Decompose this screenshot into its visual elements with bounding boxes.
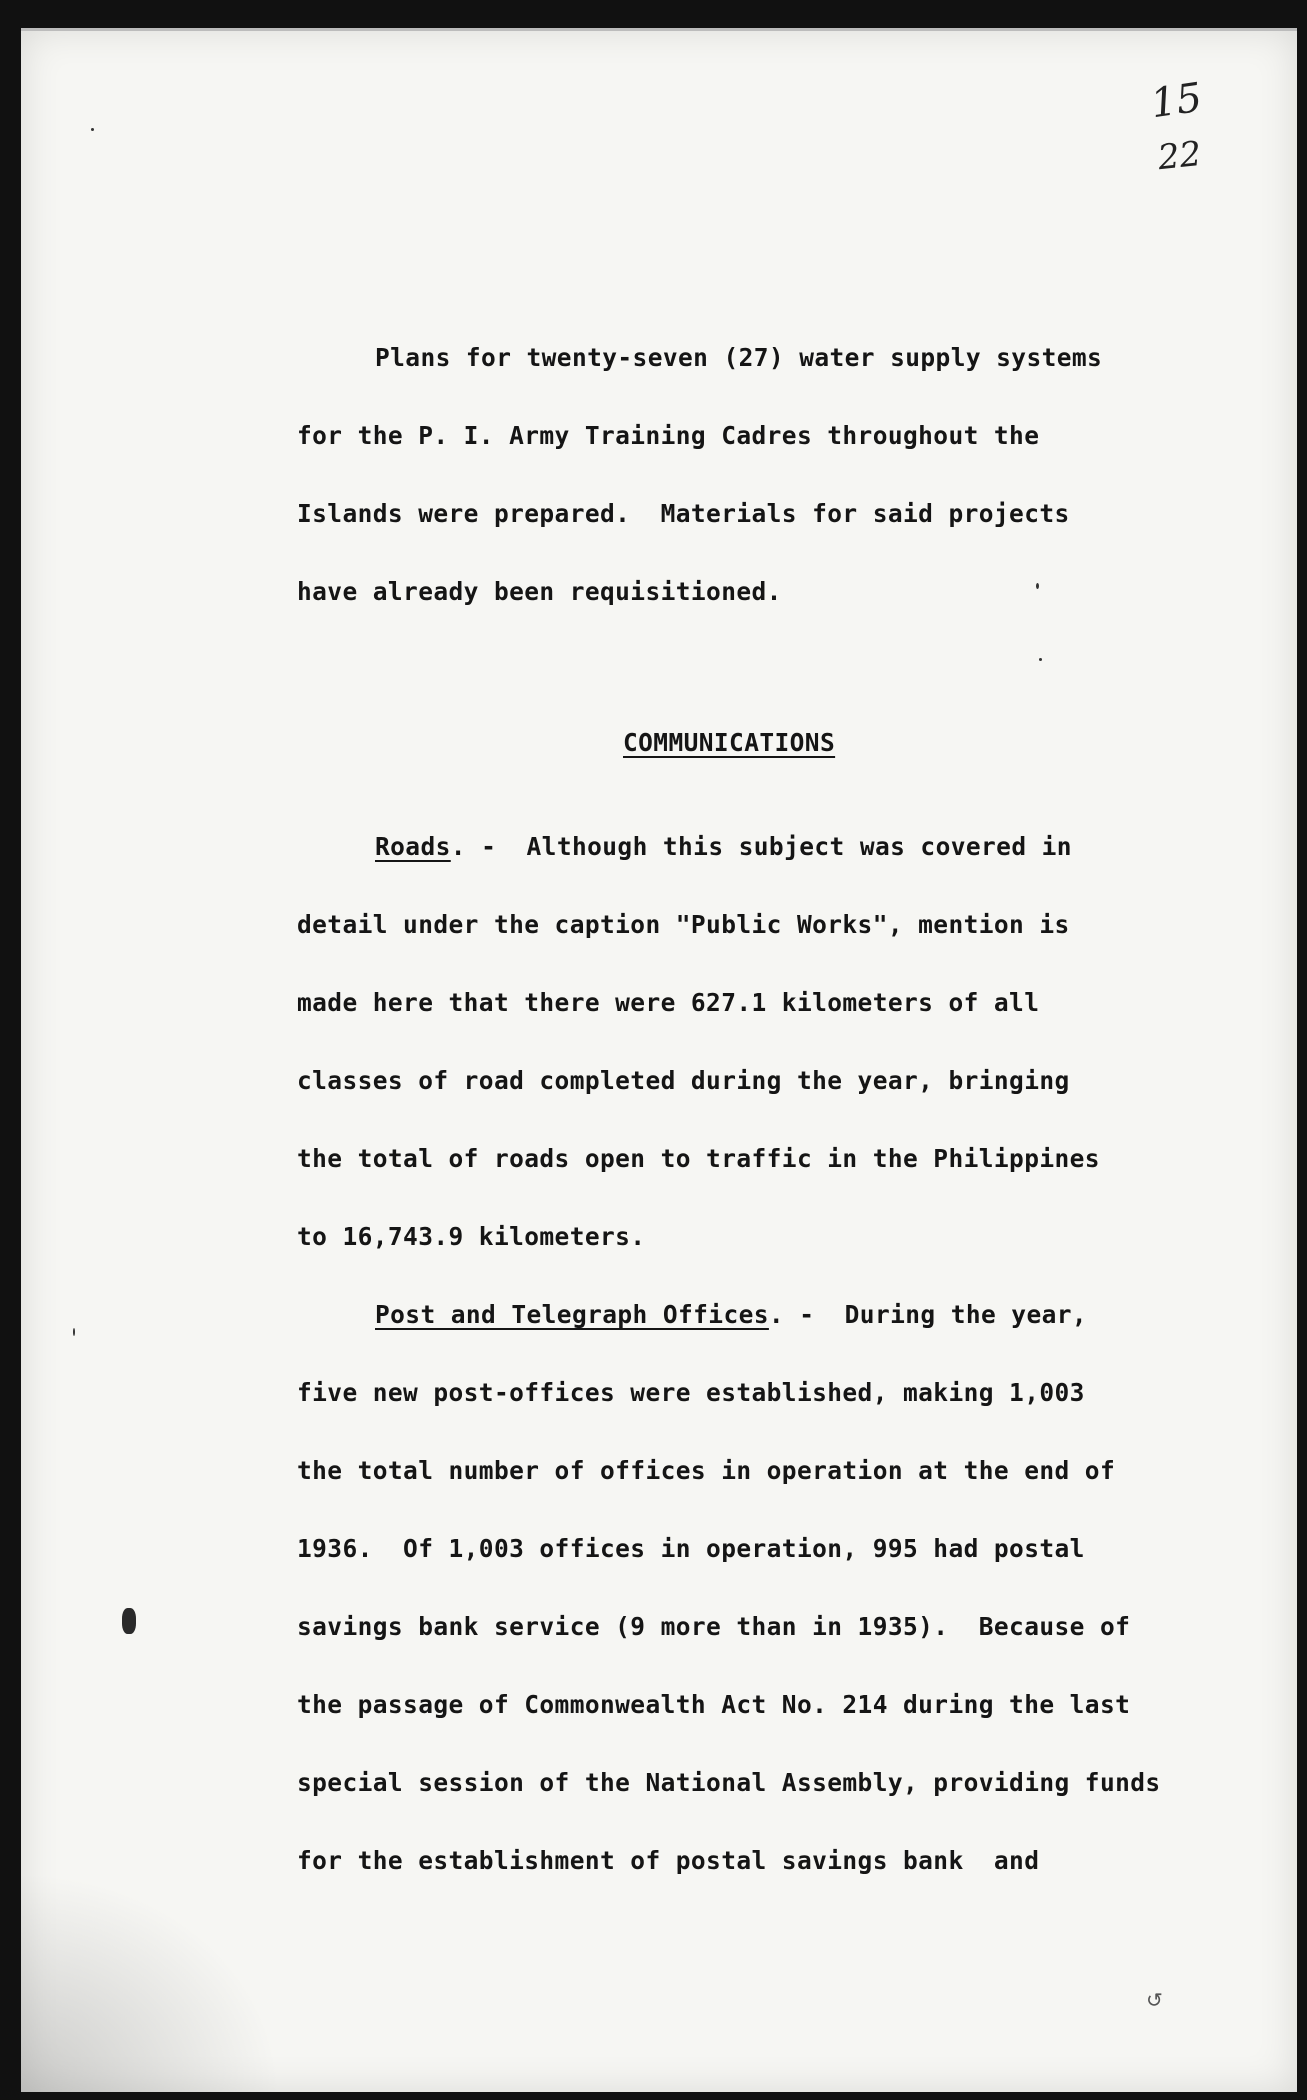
- post-line-8: for the establishment of postal savings bank and: [297, 1846, 1040, 1875]
- page-top-edge: [21, 28, 1297, 31]
- scan-smudge: [21, 1872, 281, 2092]
- post-line-5: savings bank service (9 more than in 1935). Because of: [297, 1612, 1131, 1641]
- scan-speck: [91, 128, 94, 131]
- roads-line-1-text: . - Although this subject was covered in: [450, 832, 1072, 861]
- post-line-3: the total number of offices in operation at the end of: [297, 1456, 1116, 1485]
- post-line-4: 1936. Of 1,003 offices in operation, 995 had postal: [297, 1534, 1085, 1563]
- roads-line-6: to 16,743.9 kilometers.: [297, 1222, 646, 1251]
- paragraph-1-line-1: Plans for twenty-seven (27) water supply systems: [375, 343, 1103, 372]
- scan-speck: [73, 1328, 75, 1336]
- paragraph-1-line-2: for the P. I. Army Training Cadres throughout the: [297, 421, 1040, 450]
- post-line-7: special session of the National Assembly, providing funds: [297, 1768, 1161, 1797]
- post-line-2: five new post-offices were established, making 1,003: [297, 1378, 1085, 1407]
- scan-artifact-mark: ↺: [1146, 1988, 1163, 2012]
- roads-line-1: [375, 832, 1072, 861]
- scan-blot: [122, 1608, 136, 1634]
- post-line-1-text: . - During the year,: [768, 1300, 1088, 1329]
- scan-speck: [1036, 583, 1039, 589]
- paragraph-1-line-4: have already been requisitioned.: [297, 577, 782, 606]
- scan-speck: [1039, 658, 1042, 661]
- paragraph-1-line-3: Islands were prepared. Materials for said projects: [297, 499, 1070, 528]
- roads-label: Roads: [375, 832, 451, 861]
- roads-line-2: detail under the caption "Public Works", mention is: [297, 910, 1070, 939]
- roads-line-4: classes of road completed during the year, bringing: [297, 1066, 1070, 1095]
- document-page: [21, 28, 1297, 2092]
- handwritten-page-number: 22: [1156, 133, 1204, 179]
- post-label: Post and Telegraph Offices: [375, 1300, 769, 1329]
- handwritten-corner-mark: 15: [1148, 74, 1205, 128]
- roads-line-5: the total of roads open to traffic in the Philippines: [297, 1144, 1100, 1173]
- post-line-6: the passage of Commonwealth Act No. 214 during the last: [297, 1690, 1131, 1719]
- post-line-1: [375, 1300, 1087, 1329]
- section-heading: COMMUNICATIONS: [623, 728, 836, 757]
- roads-line-3: made here that there were 627.1 kilometers of all: [297, 988, 1040, 1017]
